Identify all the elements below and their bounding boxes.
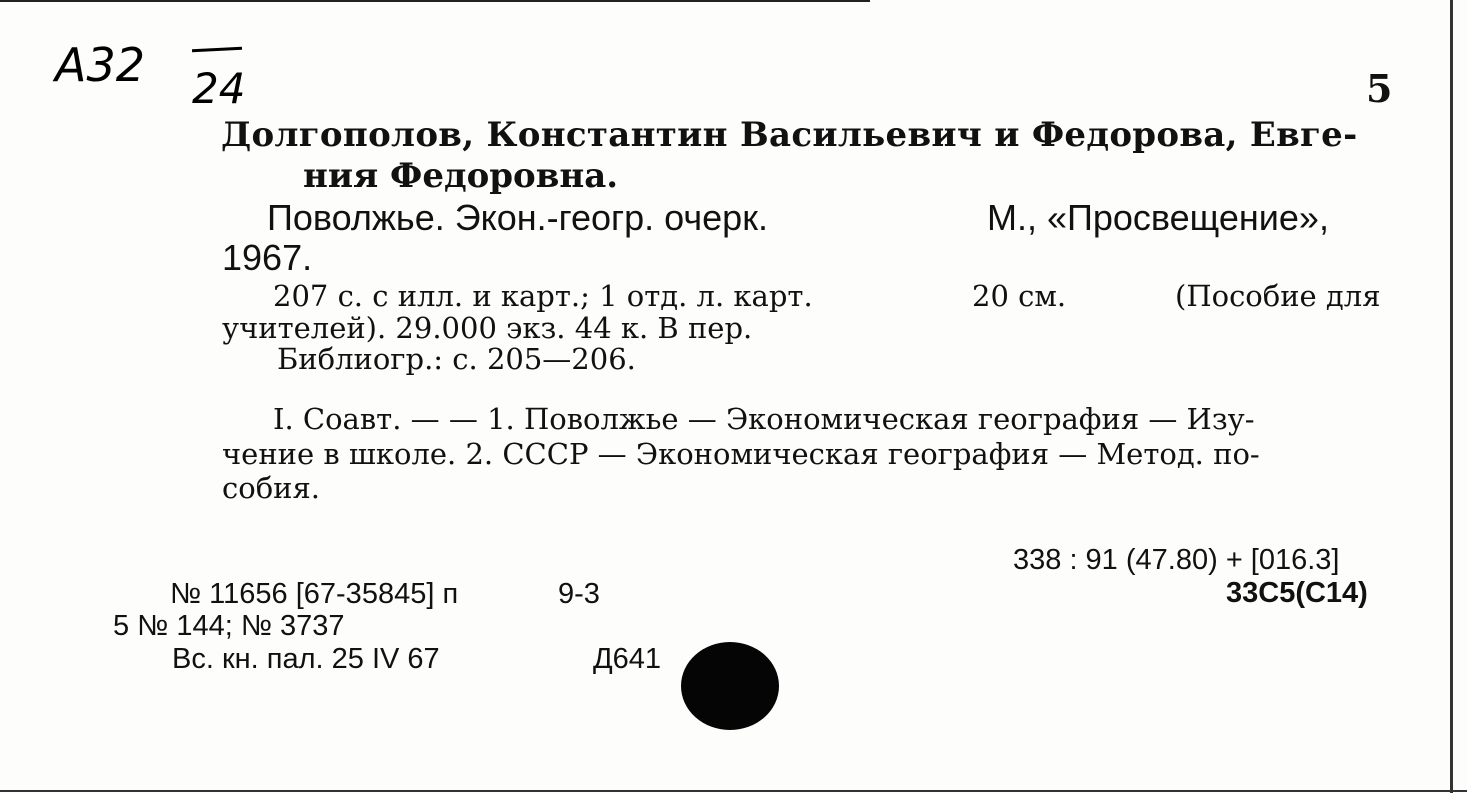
handwritten-code-right: 24 [192,64,246,113]
authors-line-1: Долгополов, Константин Васильевич и Федорова, Евге- [221,115,1358,155]
tracing-line-3: собия. [222,471,321,505]
shelf-code: 33С5(С14) [1226,577,1368,609]
authors-line-2: ния Федоровна. [303,156,619,196]
book-chamber-code: Д641 [593,643,662,675]
title-line-2: 1967. [222,237,313,278]
bibliography-note: Библиогр.: с. 205—206. [277,342,636,376]
collation-line-1-right: (Пособие для [1175,279,1381,313]
punch-hole [681,642,779,730]
handwritten-code-left: A32 [55,38,146,92]
book-chamber-line: Вс. кн. пал. 25 IV 67 [172,643,440,675]
handwritten-overline [192,47,242,53]
card-right-edge [1450,0,1453,793]
numbers-line: 5 № 144; № 3737 [113,610,345,642]
collation-line-1-left: 207 с. с илл. и карт.; 1 отд. л. карт. [273,279,813,313]
order-number: № 11656 [67-35845] п [170,578,459,610]
title-line-1-left: Поволжье. Экон.-геогр. очерк. [267,197,768,238]
tracing-line-2: чение в школе. 2. СССР — Экономическая география — Метод. по- [222,437,1260,471]
collation-line-1-mid: 20 см. [972,279,1067,313]
card-bottom-edge [0,790,1467,792]
card-top-edge [0,0,870,2]
card-number: 5 [1366,66,1393,111]
title-line-1-right: М., «Просвещение», [987,197,1329,238]
tracing-line-1: I. Соавт. — — 1. Поволжье — Экономическая география — Изу- [273,402,1255,436]
classification-index: 338 : 91 (47.80) + [016.3] [1013,544,1340,576]
order-code: 9-3 [558,578,600,610]
collation-line-2: учителей). 29.000 экз. 44 к. В пер. [222,311,753,345]
